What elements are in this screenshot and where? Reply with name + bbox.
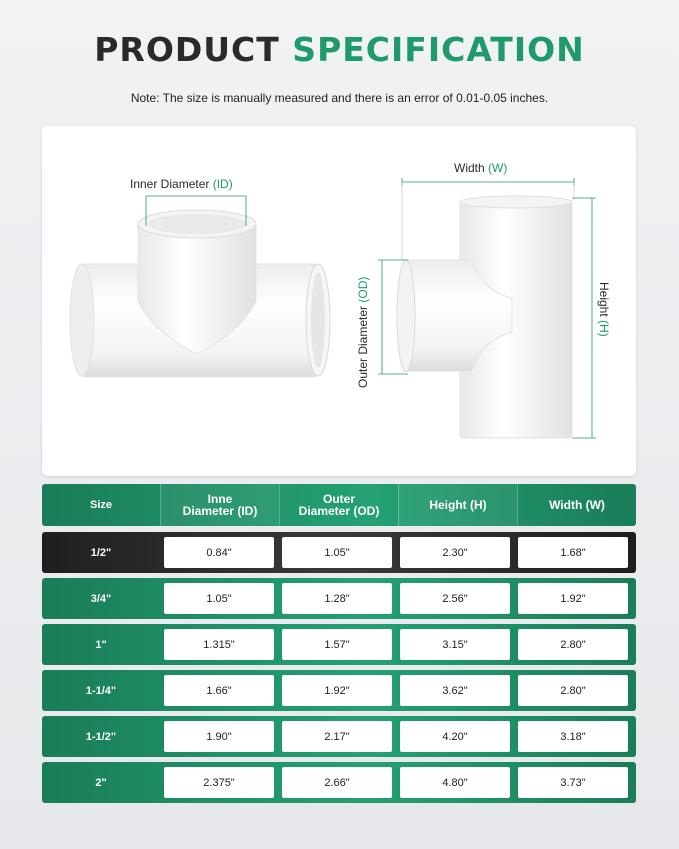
spec-table	[42, 484, 636, 808]
cell-height: 3.62"	[400, 675, 510, 706]
table-row	[42, 716, 636, 757]
row-size: 1-1/2"	[85, 730, 117, 743]
cell-width: 3.73"	[518, 767, 628, 798]
cell-outer-diameter: 2.66"	[282, 767, 392, 798]
cell-inner-diameter: 1.90"	[164, 721, 274, 752]
row-size: 1"	[95, 638, 107, 651]
cell-height: 2.30"	[400, 537, 510, 568]
product-diagram	[42, 126, 636, 476]
table-row	[42, 532, 636, 573]
cell-outer-diameter: 1.28"	[282, 583, 392, 614]
tee-front-view	[70, 196, 330, 377]
cell-width: 1.68"	[518, 537, 628, 568]
row-size: 3/4"	[90, 592, 112, 605]
cell-inner-diameter: 1.66"	[164, 675, 274, 706]
cell-inner-diameter: 0.84"	[164, 537, 274, 568]
header-size: Size	[89, 499, 112, 511]
title-part-product: PRODUCT	[94, 30, 280, 69]
cell-inner-diameter: 2.375"	[164, 767, 274, 798]
table-row	[42, 762, 636, 803]
tee-side-view	[378, 178, 596, 438]
table-row	[42, 670, 636, 711]
height-label: Height (H)	[597, 282, 611, 337]
cell-height: 4.80"	[400, 767, 510, 798]
cell-inner-diameter: 1.05"	[164, 583, 274, 614]
cell-outer-diameter: 2.17"	[282, 721, 392, 752]
cell-outer-diameter: 1.05"	[282, 537, 392, 568]
header-inner-diameter: Inne Diameter (ID)	[160, 484, 279, 526]
cell-height: 4.20"	[400, 721, 510, 752]
cell-height: 2.56"	[400, 583, 510, 614]
title-part-specification: SPECIFICATION	[292, 30, 585, 69]
cell-outer-diameter: 1.92"	[282, 675, 392, 706]
header-height: Height (H)	[398, 484, 517, 526]
row-size: 1-1/4"	[85, 684, 117, 697]
cell-width: 2.80"	[518, 675, 628, 706]
pipe-tee-illustration	[42, 126, 636, 476]
header-outer-diameter: Outer Diameter (OD)	[279, 484, 398, 526]
cell-width: 3.18"	[518, 721, 628, 752]
table-header	[42, 484, 636, 526]
page-title	[0, 30, 679, 69]
cell-outer-diameter: 1.57"	[282, 629, 392, 660]
cell-inner-diameter: 1.315"	[164, 629, 274, 660]
cell-width: 2.80"	[518, 629, 628, 660]
table-row	[42, 624, 636, 665]
outer-diameter-label: Outer Diameter (OD)	[356, 276, 370, 388]
cell-width: 1.92"	[518, 583, 628, 614]
header-width: Width (W)	[517, 484, 636, 526]
width-label: Width (W)	[454, 161, 508, 175]
table-row	[42, 578, 636, 619]
cell-height: 3.15"	[400, 629, 510, 660]
row-size: 2"	[95, 776, 107, 789]
inner-diameter-label: Inner Diameter (ID)	[130, 177, 233, 191]
row-size: 1/2"	[90, 546, 112, 559]
measurement-note: Note: The size is manually measured and there is an error of 0.01-0.05 inches.	[130, 91, 549, 105]
